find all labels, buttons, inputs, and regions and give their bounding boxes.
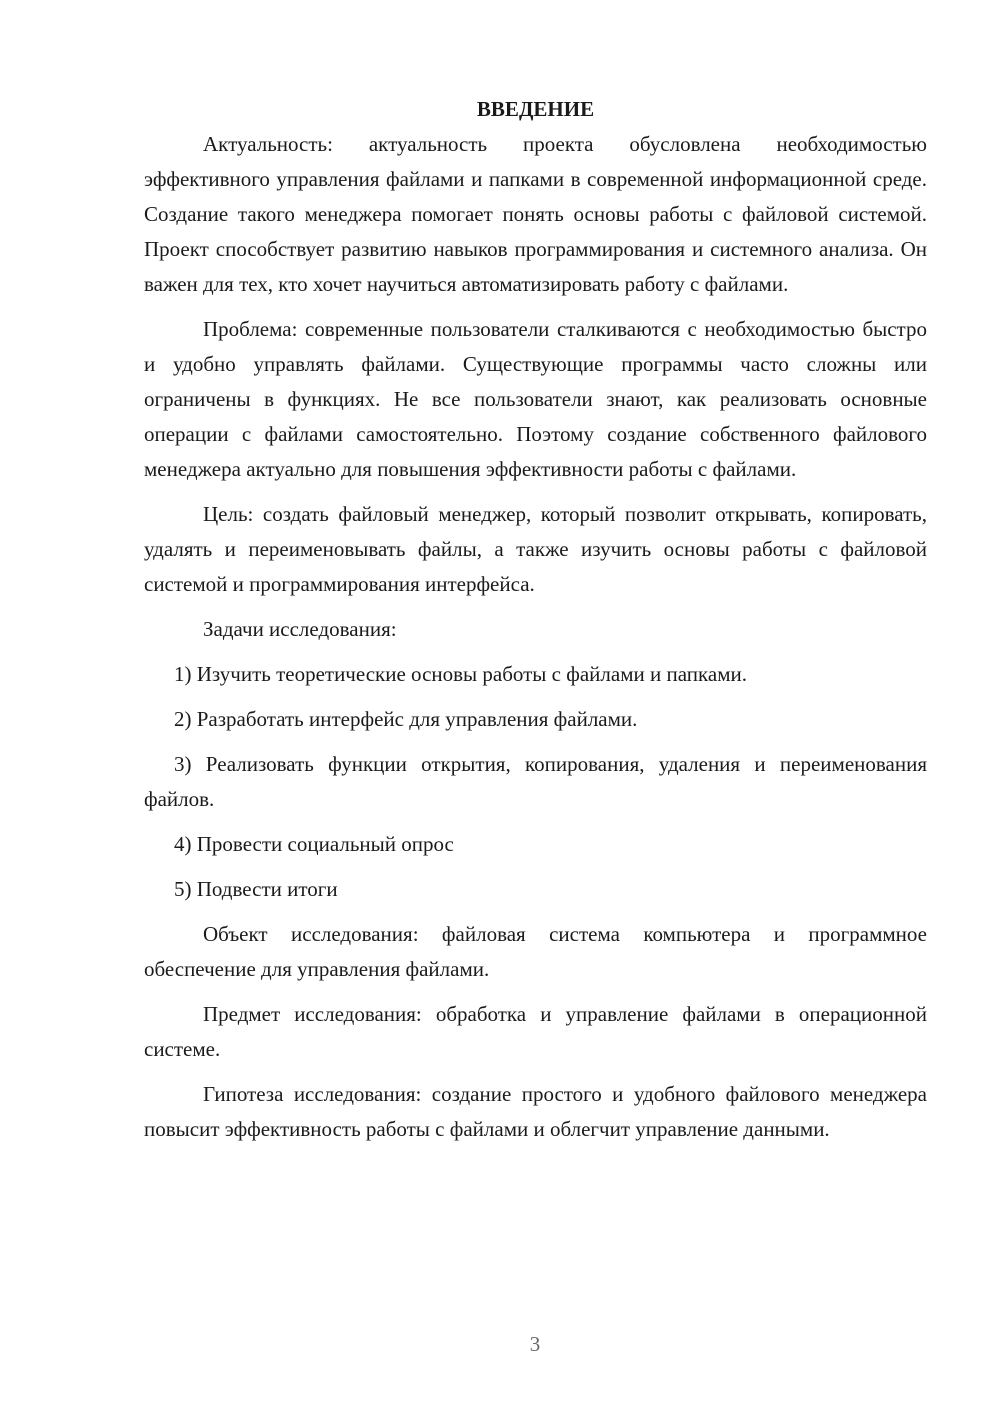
paragraph-goal: Цель: создать файловый менеджер, который позволит открывать, копировать, удалять и переименовывать файлы, а также изучить основы работы с файловой системой и программирования интерфейса. <box>144 502 927 596</box>
task-item-5: 5) Подвести итоги <box>174 877 338 901</box>
paragraph-subject: Предмет исследования: обработка и управление файлами в операционной системе. <box>144 1002 927 1061</box>
task-item-1: 1) Изучить теоретические основы работы с файлами и папками. <box>174 662 747 686</box>
section-title: ВВЕДЕНИЕ <box>476 97 595 121</box>
paragraph-object: Объект исследования: файловая система компьютера и программное обеспечение для управления файлами. <box>144 922 927 981</box>
task-item-4: 4) Провести социальный опрос <box>174 832 454 856</box>
task-item-2: 2) Разработать интерфейс для управления файлами. <box>174 707 638 731</box>
document-page <box>144 92 927 1157</box>
tasks-heading: Задачи исследования: <box>203 617 397 641</box>
paragraph-relevance: Актуальность: актуальность проекта обусловлена необходимостью эффективного управления файлами и папками в современной информационной среде. Создание такого менеджера помогает понять основы работы с файловой системой. Проект способствует развитию навыков программирования и системного анализа. Он важен для тех, кто хочет научиться автоматизировать работу с файлами. <box>144 132 927 296</box>
paragraph-hypothesis: Гипотеза исследования: создание простого и удобного файлового менеджера повысит эффективность работы с файлами и облегчит управление данными. <box>144 1082 927 1141</box>
task-item-3: 3) Реализовать функции открытия, копирования, удаления и переименования файлов. <box>144 752 927 811</box>
page-number: 3 <box>529 1332 541 1356</box>
paragraph-problem: Проблема: современные пользователи сталкиваются с необходимостью быстро и удобно управлять файлами. Существующие программы часто сложны или ограничены в функциях. Не все пользователи знают, как реализовать основные операции с файлами самостоятельно. Поэтому создание собственного файлового менеджера актуально для повышения эффективности работы с файлами. <box>144 317 927 481</box>
